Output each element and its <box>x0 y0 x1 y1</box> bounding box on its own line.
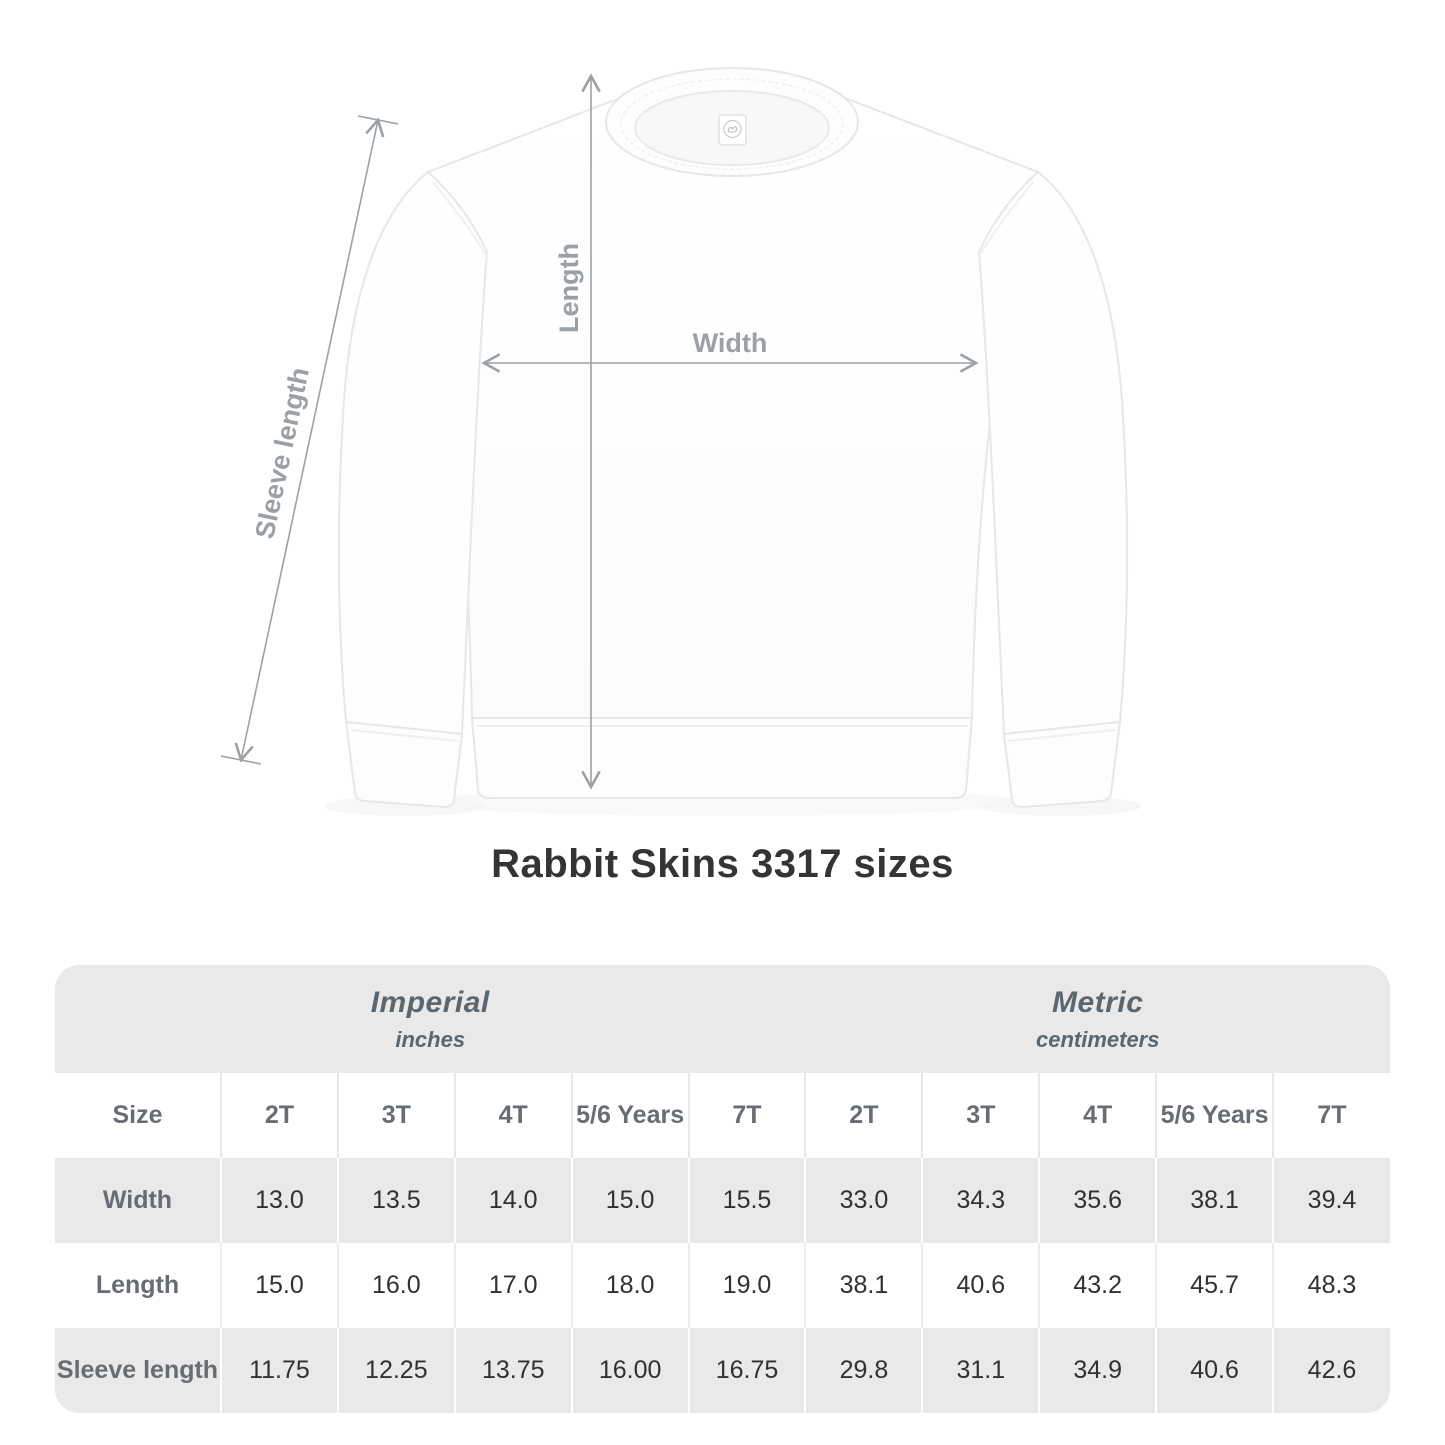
sleeve-length-label: Sleeve length <box>249 364 315 542</box>
col-header-imperial-2t: 2T <box>221 1073 338 1158</box>
width-label: Width <box>692 328 768 358</box>
sweatshirt-left-sleeve <box>339 172 487 734</box>
cell-width-imperial-2t: 13.0 <box>221 1158 338 1243</box>
sweatshirt-body <box>428 98 1038 718</box>
row-label-length: Length <box>95 1271 180 1299</box>
cell-length-metric-2t: 38.1 <box>805 1243 922 1328</box>
size-table-container <box>55 965 1390 1413</box>
cell-sleeve-imperial-2t: 11.75 <box>221 1328 338 1413</box>
cell-length-metric-3t: 40.6 <box>922 1243 1039 1328</box>
col-header-imperial-7t: 7T <box>689 1073 806 1158</box>
cell-width-metric-56y: 38.1 <box>1156 1158 1273 1243</box>
size-table <box>55 965 1390 1413</box>
cell-sleeve-imperial-7t: 16.75 <box>689 1328 806 1413</box>
table-row-sleeve-length <box>55 1328 1390 1413</box>
cell-sleeve-imperial-56y: 16.00 <box>572 1328 689 1413</box>
col-header-metric-7t: 7T <box>1273 1073 1390 1158</box>
sweatshirt-right-sleeve <box>979 172 1127 734</box>
page-title: Rabbit Skins 3317 sizes <box>491 842 954 886</box>
cell-width-metric-2t: 33.0 <box>805 1158 922 1243</box>
col-header-metric-3t: 3T <box>922 1073 1039 1158</box>
metric-header: Metric <box>1052 985 1144 1019</box>
col-header-metric-4t: 4T <box>1039 1073 1156 1158</box>
cell-width-metric-3t: 34.3 <box>922 1158 1039 1243</box>
cell-width-imperial-7t: 15.5 <box>689 1158 806 1243</box>
row-label-sleeve-length: Sleeve length <box>56 1356 219 1384</box>
col-header-metric-2t: 2T <box>805 1073 922 1158</box>
imperial-subheader: inches <box>395 1026 466 1052</box>
cell-length-metric-4t: 43.2 <box>1039 1243 1156 1328</box>
cell-width-imperial-4t: 14.0 <box>455 1158 572 1243</box>
imperial-header-cell <box>55 965 805 1073</box>
col-header-imperial-4t: 4T <box>455 1073 572 1158</box>
cell-sleeve-imperial-3t: 12.25 <box>338 1328 455 1413</box>
sweatshirt-illustration <box>339 68 1127 807</box>
col-header-imperial-3t: 3T <box>338 1073 455 1158</box>
table-row-length <box>55 1243 1390 1328</box>
sweatshirt-hem-band <box>472 718 972 798</box>
size-columns-row <box>55 1073 1390 1158</box>
col-header-imperial-56y: 5/6 Years <box>572 1073 689 1158</box>
cell-length-imperial-3t: 16.0 <box>338 1243 455 1328</box>
cell-sleeve-metric-2t: 29.8 <box>805 1328 922 1413</box>
cell-sleeve-metric-4t: 34.9 <box>1039 1328 1156 1413</box>
cell-width-imperial-3t: 13.5 <box>338 1158 455 1243</box>
cell-width-metric-4t: 35.6 <box>1039 1158 1156 1243</box>
cell-length-imperial-7t: 19.0 <box>689 1243 806 1328</box>
cell-length-imperial-2t: 15.0 <box>221 1243 338 1328</box>
size-corner-label: Size <box>55 1073 221 1158</box>
cell-sleeve-metric-3t: 31.1 <box>922 1328 1039 1413</box>
metric-header-cell <box>805 965 1390 1073</box>
length-label: Length <box>554 243 584 333</box>
col-header-metric-56y: 5/6 Years <box>1156 1073 1273 1158</box>
table-row-width <box>55 1158 1390 1243</box>
cell-sleeve-metric-56y: 40.6 <box>1156 1328 1273 1413</box>
cell-length-imperial-56y: 18.0 <box>572 1243 689 1328</box>
unit-header-row <box>55 965 1390 1073</box>
cell-length-metric-56y: 45.7 <box>1156 1243 1273 1328</box>
imperial-header: Imperial <box>370 985 490 1019</box>
cell-length-metric-7t: 48.3 <box>1273 1243 1390 1328</box>
metric-subheader: centimeters <box>1035 1026 1160 1052</box>
row-label-width: Width <box>102 1186 173 1214</box>
cell-width-metric-7t: 39.4 <box>1273 1158 1390 1243</box>
cell-sleeve-imperial-4t: 13.75 <box>455 1328 572 1413</box>
cell-width-imperial-56y: 15.0 <box>572 1158 689 1243</box>
rabbit-skins-logo-tag <box>719 115 746 145</box>
cell-sleeve-metric-7t: 42.6 <box>1273 1328 1390 1413</box>
cell-length-imperial-4t: 17.0 <box>455 1243 572 1328</box>
